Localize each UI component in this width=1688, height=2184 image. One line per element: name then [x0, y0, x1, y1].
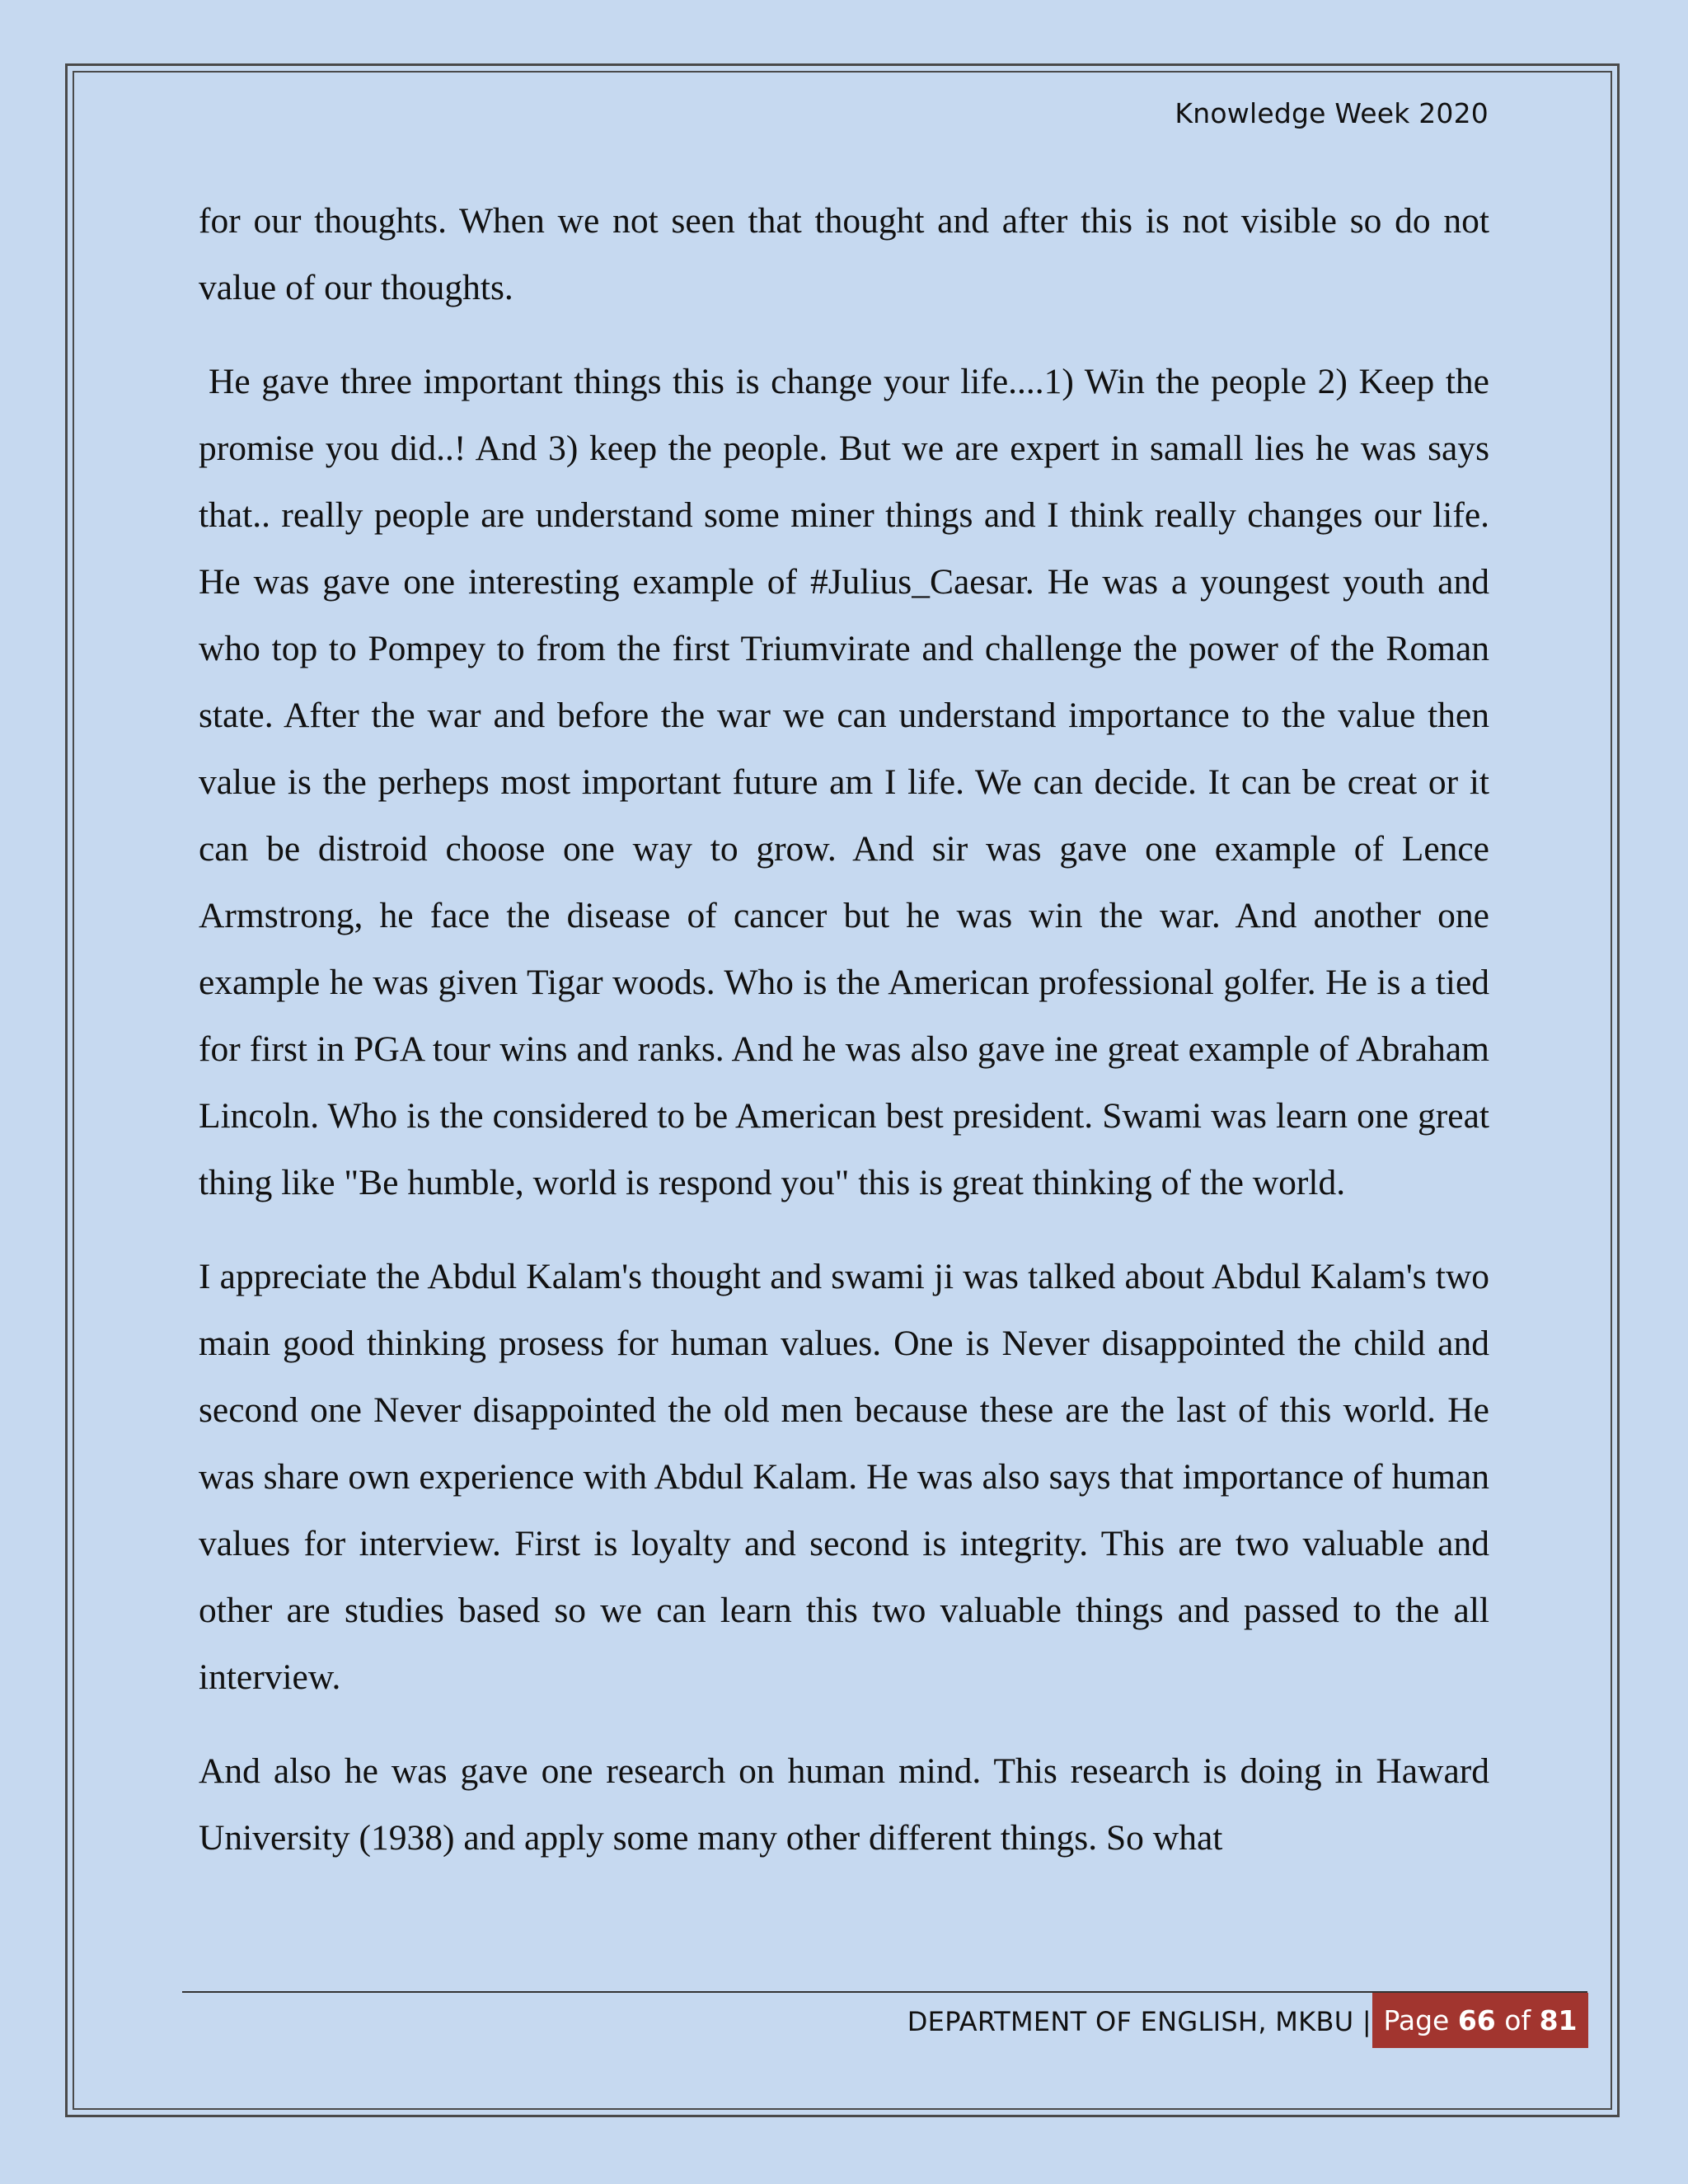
page-label: Page: [1383, 2004, 1450, 2036]
paragraph: I appreciate the Abdul Kalam's thought and swami ji was talked about Abdul Kalam's two main good thinking prosess for human values. One is Never disappointed the child and second one Never disappointed the old men because these are the last of this world. He was share own experience with Abdul Kalam. He was also says that importance of human values for interview. First is loyalty and second is integrity. This are two valuable and other are studies based so we can learn this two valuable things and passed to the all interview.: [199, 1257, 1489, 1697]
paragraph: He gave three important things this is change your life....1) Win the people 2) Keep the promise you did..! And 3) keep the people. But we are expert in samall lies he was says that.. really people are understand some miner things and I think really changes our life. He was gave one interesting example of #Julius_Caesar. He was a youngest youth and who top to Pompey to from the first Triumvirate and challenge the power of the Roman state. After the war and before the war we can understand importance to the value then value is the perheps most important future am I life. We can decide. It can be creat or it can be distroid choose one way to grow. And sir was gave one example of Lence Armstrong, he face the disease of cancer but he was win the war. And another one example he was given Tigar woods. Who is the American professional golfer. He is a tied for first in PGA tour wins and ranks. And he was also gave ine great example of Abraham Lincoln. Who is the considered to be American best president. Swami was learn one great thing like "Be humble, world is respond you" this is great thinking of the world.: [199, 362, 1489, 1202]
running-header: Knowledge Week 2020: [1175, 97, 1489, 129]
page-number-badge: [1372, 1993, 1588, 2048]
paragraph: And also he was gave one research on human mind. This research is doing in Haward University (1938) and apply some many other different things. So what: [199, 1751, 1489, 1858]
paragraph: for our thoughts. When we not seen that thought and after this is not visible so do not value of our thoughts.: [199, 201, 1489, 307]
of-label: of: [1504, 2004, 1531, 2036]
footer-department: DEPARTMENT OF ENGLISH, MKBU |: [907, 2006, 1372, 2037]
total-pages: 81: [1539, 2004, 1578, 2036]
current-page-number: 66: [1457, 2004, 1496, 2036]
document-body: [199, 188, 1489, 1899]
